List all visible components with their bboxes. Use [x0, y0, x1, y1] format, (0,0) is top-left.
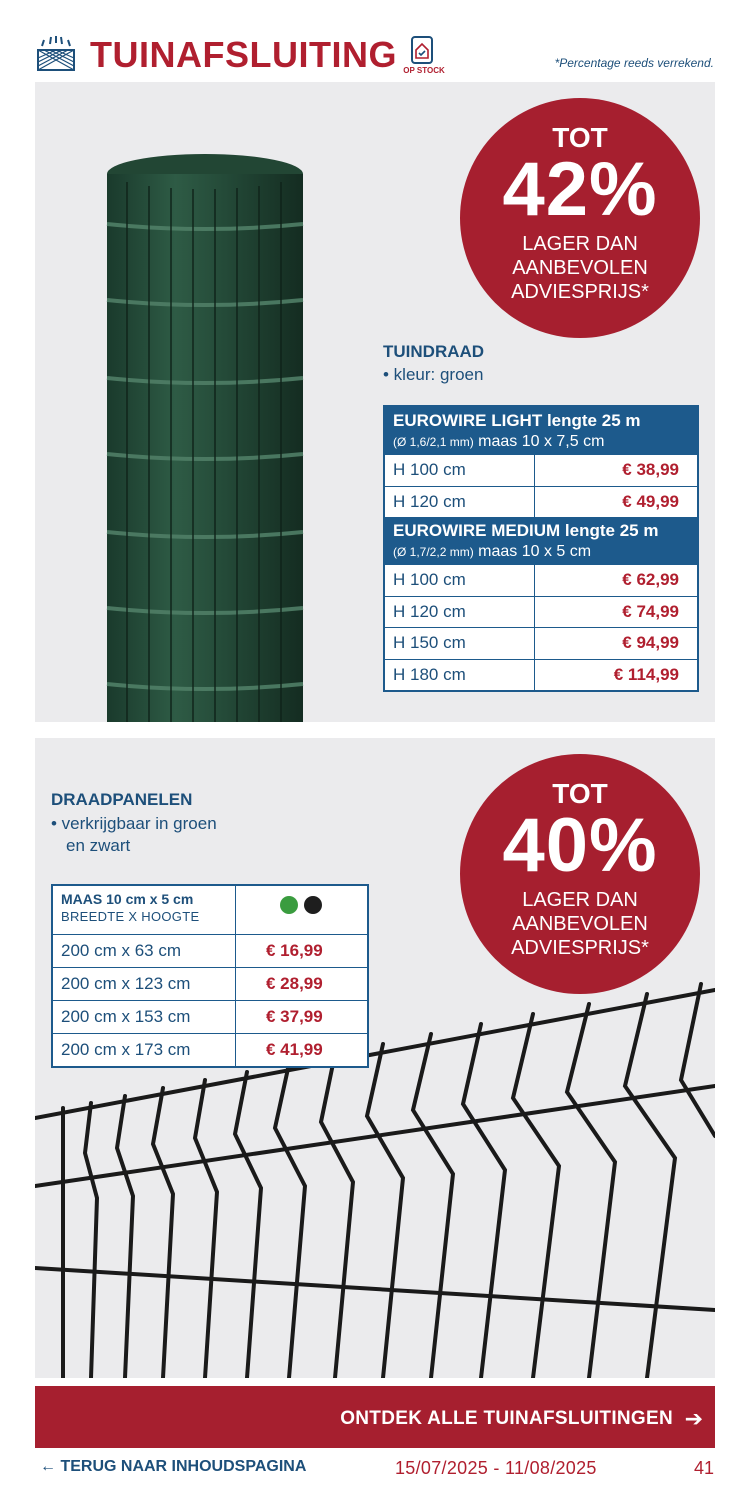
- price-cell: € 62,99: [622, 570, 679, 589]
- stock-icon: [411, 36, 433, 64]
- color-options: [236, 886, 367, 934]
- table-row: [53, 1033, 367, 1066]
- discount-prefix: TOT: [552, 122, 608, 153]
- fence-icon: [36, 36, 76, 72]
- group-diameter: (Ø 1,6/2,1 mm): [393, 435, 474, 449]
- table-row: [385, 564, 697, 596]
- discount-prefix: TOT: [552, 778, 608, 809]
- table-row: [385, 627, 697, 659]
- size-cell: H 100 cm: [385, 455, 535, 486]
- discount-value: 40%: [502, 803, 658, 888]
- validity-date-range: 15/07/2025 - 11/08/2025: [395, 1458, 597, 1478]
- discount-footnote: *Percentage reeds verrekend.: [554, 56, 714, 70]
- discount-line: LAGER DAN: [522, 889, 638, 911]
- group-length: lengte 25 m: [564, 521, 659, 540]
- price-cell: € 41,99: [266, 1040, 323, 1059]
- size-cell: H 100 cm: [385, 565, 535, 596]
- price-cell: € 37,99: [266, 1007, 323, 1026]
- cta-label: ONTDEK ALLE TUINAFSLUITINGEN: [340, 1408, 673, 1429]
- group-mesh: maas 10 x 7,5 cm: [478, 433, 605, 450]
- price-cell: € 94,99: [622, 633, 679, 652]
- product-title-tuindraad: TUINDRAAD: [383, 342, 485, 361]
- size-cell: 200 cm x 63 cm: [53, 935, 236, 967]
- product-title-draadpanelen: DRAADPANELEN: [51, 790, 193, 809]
- group-name: EUROWIRE MEDIUM: [393, 521, 561, 540]
- discount-line: AANBEVOLEN: [512, 257, 648, 279]
- product-bullet: • kleur: groen: [383, 365, 484, 384]
- black-color-dot: [304, 896, 322, 914]
- size-cell: 200 cm x 173 cm: [53, 1034, 236, 1066]
- discount-badge-40: [460, 754, 700, 994]
- size-cell: H 120 cm: [385, 487, 535, 518]
- table-group-header: [385, 407, 697, 454]
- group-diameter: (Ø 1,7/2,2 mm): [393, 545, 474, 559]
- price-cell: € 16,99: [266, 941, 323, 960]
- arrow-right-icon: ➔: [684, 1406, 703, 1431]
- stock-label: OP STOCK: [403, 66, 445, 75]
- in-stock-badge: [402, 36, 444, 80]
- size-cell: H 180 cm: [385, 660, 535, 691]
- green-color-dot: [280, 896, 298, 914]
- price-cell: € 74,99: [622, 601, 679, 621]
- table-row: [385, 596, 697, 628]
- table-group-header: [385, 517, 697, 564]
- product-bullet: • verkrijgbaar in groen: [51, 814, 217, 833]
- table-row: [53, 934, 367, 967]
- group-name: EUROWIRE LIGHT: [393, 411, 543, 430]
- discover-all-button[interactable]: [35, 1386, 715, 1448]
- price-cell: € 38,99: [622, 460, 679, 479]
- price-cell: € 114,99: [613, 664, 679, 684]
- page-header: [0, 0, 750, 82]
- table-header: [53, 886, 367, 934]
- size-cell: 200 cm x 123 cm: [53, 968, 236, 1000]
- table-row: [53, 967, 367, 1000]
- header-mesh: MAAS 10 cm x 5 cm: [61, 891, 194, 907]
- page-title: TUINAFSLUITING: [90, 34, 397, 75]
- discount-badge-42: [460, 98, 700, 338]
- size-cell: H 150 cm: [385, 628, 535, 659]
- header-dims: BREEDTE X HOOGTE: [61, 909, 200, 924]
- page-number: 41: [693, 1458, 714, 1478]
- price-cell: € 49,99: [622, 491, 679, 511]
- size-cell: H 120 cm: [385, 597, 535, 628]
- table-row: [385, 659, 697, 691]
- table-row: [385, 486, 697, 518]
- discount-value: 42%: [502, 147, 658, 232]
- discount-line: LAGER DAN: [522, 233, 638, 255]
- group-length: lengte 25 m: [546, 411, 641, 430]
- discount-line: ADVIESPRIJS*: [511, 937, 649, 959]
- discount-line: AANBEVOLEN: [512, 913, 648, 935]
- group-mesh: maas 10 x 5 cm: [478, 543, 592, 560]
- price-cell: € 28,99: [266, 974, 323, 993]
- draadpanelen-price-table: [51, 884, 369, 1068]
- discount-line: ADVIESPRIJS*: [511, 281, 649, 303]
- tuindraad-price-table: [383, 405, 699, 692]
- table-row: [385, 454, 697, 486]
- size-cell: 200 cm x 153 cm: [53, 1001, 236, 1033]
- back-to-contents-link[interactable]: ← TERUG NAAR INHOUDSPAGINA: [40, 1458, 307, 1475]
- wire-roll-image: [105, 152, 345, 722]
- table-row: [53, 1000, 367, 1033]
- product-bullet-continued: en zwart: [66, 836, 131, 855]
